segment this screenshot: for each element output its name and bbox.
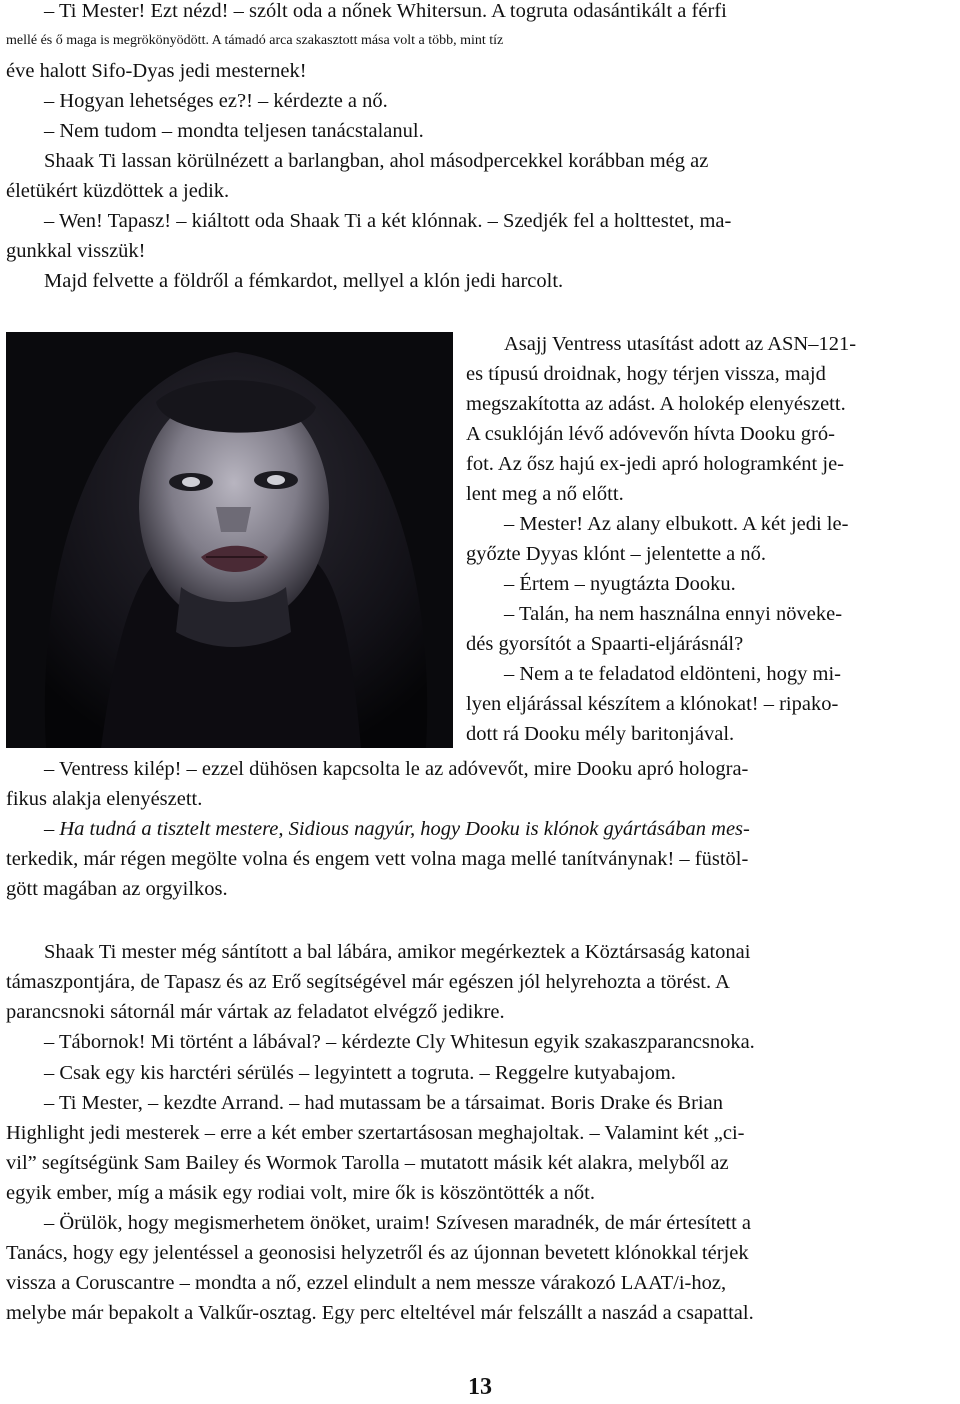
column-line: lyen eljárással készítem a klónokat! – ripako- — [466, 693, 839, 715]
text-line: Tanács, hogy egy jelentéssel a geonosisi helyzetről és az újonnan bevetett klónokkal térjek — [6, 1242, 749, 1264]
text-line: életükért küzdöttek a jedik. — [6, 180, 230, 202]
text-line: Majd felvette a földről a fémkardot, mellyel a klón jedi harcolt. — [44, 270, 564, 292]
column-line: Asajj Ventress utasítást adott az ASN–121- — [504, 333, 857, 355]
text-line: melybe már bepakolt a Valkűr-osztag. Egy perc elteltével már felszállt a naszád a csapattal. — [6, 1302, 754, 1324]
hooded-figure-illustration — [6, 332, 453, 748]
text-line: vissza a Coruscantre – mondta a nő, ezzel elindult a nem messze várakozó LAAT/i-hoz, — [6, 1272, 727, 1294]
text-line: parancsnoki sátornál már vártak az feladatot elvégző jedikre. — [6, 1001, 505, 1023]
text-line: – Wen! Tapasz! – kiáltott oda Shaak Ti a két klónnak. – Szedjék fel a holttestet, ma- — [44, 210, 732, 232]
column-line: – Mester! Az alany elbukott. A két jedi le- — [504, 513, 849, 535]
text-line: – Nem tudom – mondta teljesen tanácstalanul. — [44, 120, 424, 142]
column-line: es típusú droidnak, hogy térjen vissza, majd — [466, 363, 826, 385]
text-line: terkedik, már régen megölte volna és engem vett volna maga mellé tanítványnak! – füstöl- — [6, 848, 749, 870]
column-line: dott rá Dooku mély baritonjával. — [466, 723, 735, 745]
text-line: – Ti Mester, – kezdte Arrand. – had mutassam be a társaimat. Boris Drake és Brian — [44, 1092, 723, 1114]
column-line: dés gyorsítót a Spaarti-eljárásnál? — [466, 633, 744, 655]
text-line: egyik ember, míg a másik egy rodiai volt, mire ők is köszöntötték a nőt. — [6, 1182, 596, 1204]
column-line: fot. Az ősz hajú ex-jedi apró hologramként je- — [466, 453, 844, 475]
text-line: gött magában az orgyilkos. — [6, 878, 228, 900]
text-line: Highlight jedi mesterek – erre a két ember szertartásosan meghajoltak. – Valamint két „ci- — [6, 1122, 745, 1144]
text-line: gunkkal visszük! — [6, 240, 146, 262]
text-line: – Ti Mester! Ezt nézd! – szólt oda a nőnek Whitersun. A togruta odasántikált a férfi — [44, 0, 727, 22]
text-line: Shaak Ti mester még sántított a bal lábára, amikor megérkeztek a Köztársaság katonai — [44, 941, 751, 963]
text-line: éve halott Sifo-Dyas jedi mesternek! — [6, 60, 307, 82]
text-line: – Örülök, hogy megismerhetem önöket, uraim! Szívesen maradnék, de már értesített a — [44, 1212, 752, 1234]
text-line: – Csak egy kis harctéri sérülés – legyintett a togruta. – Reggelre kutyabajom. — [44, 1062, 676, 1084]
text-line: Shaak Ti lassan körülnézett a barlangban, ahol másodpercekkel korábban még az — [44, 150, 709, 172]
text-line: – Ventress kilép! – ezzel dühösen kapcsolta le az adóvevőt, mire Dooku apró hologra- — [44, 758, 749, 780]
column-line: – Nem a te feladatod eldönteni, hogy mi- — [504, 663, 842, 685]
column-line: – Talán, ha nem használna ennyi növeke- — [504, 603, 843, 625]
text-line: vil” segítségünk Sam Bailey és Wormok Tarolla – mutatott másik két alakra, melyből az — [6, 1152, 729, 1174]
text-line: fikus alakja elenyészett. — [6, 788, 203, 810]
text-line: – Tábornok! Mi történt a lábával? – kérdezte Cly Whitesun egyik szakaszparancsnoka. — [44, 1031, 755, 1053]
text-line: támaszpontjára, de Tapasz és az Erő segítségével már egészen jól helyrehozta a törést. A — [6, 971, 730, 993]
page-number: 13 — [468, 1374, 492, 1400]
column-line: megszakította az adást. A holokép elenyészett. — [466, 393, 846, 415]
text-line-italic: – Ha tudná a tisztelt mestere, Sidious nagyúr, hogy Dooku is klónok gyártásában mes- — [44, 818, 750, 840]
text-line: – Hogyan lehetséges ez?! – kérdezte a nő. — [44, 90, 388, 112]
column-line: A csuklóján lévő adóvevőn hívta Dooku gró- — [466, 423, 835, 445]
column-line: győzte Dyyas klónt – jelentette a nő. — [466, 543, 767, 565]
column-line: lent meg a nő előtt. — [466, 483, 624, 505]
text-line: mellé és ő maga is megrökönyödött. A támadó arca szakasztott mása volt a több, mint tíz — [6, 33, 504, 48]
column-line: – Értem – nyugtázta Dooku. — [504, 573, 736, 595]
